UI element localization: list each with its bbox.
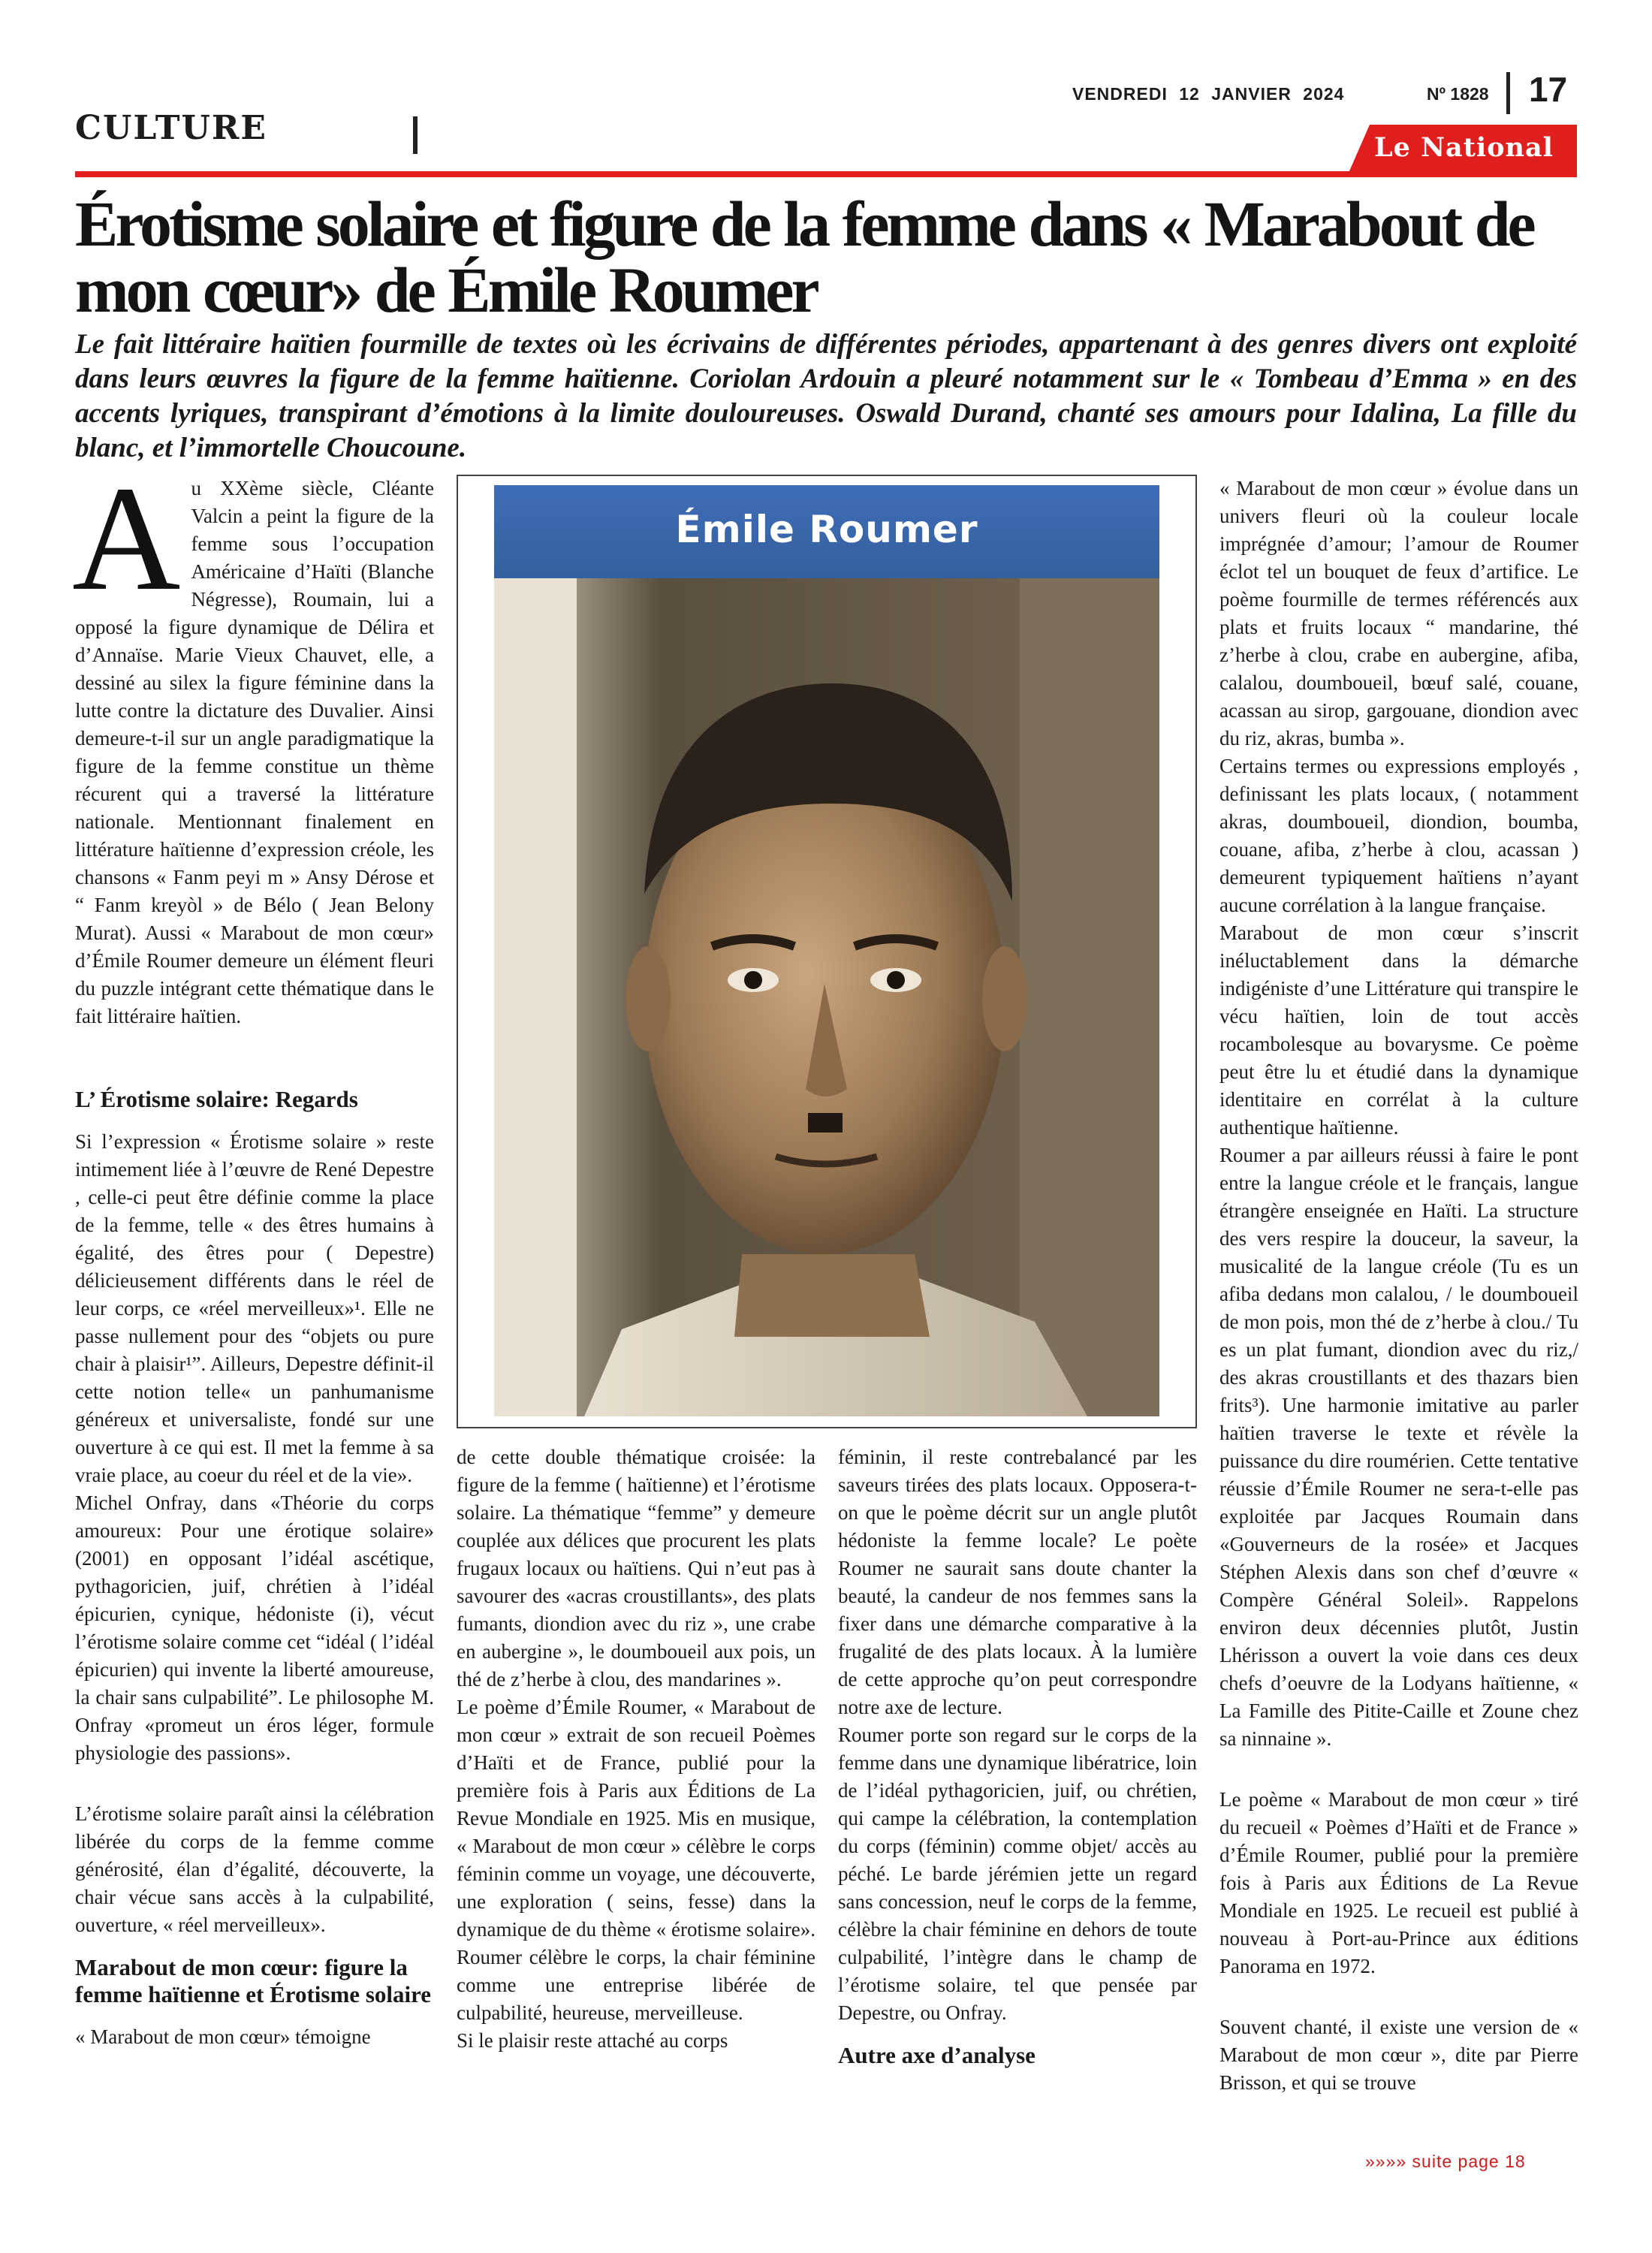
paragraph: Si le plaisir reste attaché au corps	[457, 2029, 728, 2052]
photo-caption: Émile Roumer	[675, 508, 978, 551]
issue-date: VENDREDI 12 JANVIER 2024	[1072, 84, 1345, 104]
drop-cap: A	[72, 456, 181, 622]
portrait-photo	[494, 578, 1159, 1416]
paragraph: Roumer a par ailleurs réussi à faire le pont entre la langue créole et le français, langue étrangère enseignée en Haïti. La structure des vers respire la douceur, la saveur, la musicalité de la langue créole (Tu es un afiba dedans mon calalou, / le doumboueil de mon pois, mon thé de z’herbe à clou./ Tu es un plat fumant, diondion avec du riz,/ des akras croustillants et des thazars bien frits³). Une harmonie imitative au parler haïtien traverse le texte et révèle la puissance du dire roumérien. Cette tentative réussie d’Émile Roumer ne sera-t-elle pas exploitée par Jacques Roumain dans «Gouverneurs de la rosée» et Jacques Stéphen Alexis dans son chef d’œuvre « Compère Général Soleil». Rappelons environ deux décennies plutôt, Justin Lhérisson a ouvert la voie dans ces deux chefs d’oeuvre de la Lodyans haïtienne, « La Famille des Pitite-Caille et Zoune chez sa ninnaine ».	[1219, 1144, 1578, 1750]
subheading-marabout: Marabout de mon cœur: figure la femme haïtienne et Érotisme solaire	[75, 1954, 432, 2007]
header-rule	[75, 171, 1577, 177]
paragraph: Michel Onfray, dans «Théorie du corps amoureux: Pour une érotique solaire» (2001) en opposant l’idéal ascétique, pythagoricien, juif, chrétien à l’idéal épicurien, cynique, hédoniste (i), vécut l’érotisme solaire comme cet “idéal ( l’idéal épicurien) qui invente la liberté amoureuse, la chair sans culpabilité”. Le philosophe M. Onfray «promeut un éros léger, formule physiologie des passions».	[75, 1491, 434, 1764]
section-label: CULTURE	[75, 109, 267, 147]
paragraph: Roumer porte son regard sur le corps de la femme dans une dynamique libératrice, loin de l’idéal pythagoricien, juif, ou chrétien, qui campe la célébration, la contemplation du corps (féminin) comme objet/ accès au péché. Le barde jérémien jette un regard sans concession, neuf le corps de la femme, célèbre la chair féminine en dehors de toute culpabilité, l’intègre dans le champ de l’érotisme solaire, tel que pensée par Depestre, ou Onfray.	[838, 1724, 1197, 2024]
column-3	[838, 1443, 1197, 2069]
article-lede: Le fait littéraire haïtien fourmille de textes où les écrivains de différentes périodes, appartenant à des genres divers ont exploité dans leurs œuvres la figure de la femme haïtienne. Coriolan Ardouin a pleuré notamment sur le « Tombeau d’Emma » en des accents lyriques, transpirant d’émotions à la limite douloureuses. Oswald Durand, chanté ses amours pour Idalina, La fille du blanc, et l’immortelle Choucoune.	[75, 329, 1577, 463]
paragraph: Le poème d’Émile Roumer, « Marabout de mon cœur » extrait de son recueil Poèmes d’Haïti et de France, publié pour la première fois à Paris aux Éditions de La Revue Mondiale en 1925. Mis en musique, « Marabout de mon cœur » célèbre le corps féminin comme un voyage, une découverte, une exploration ( seins, fesse) dans la dynamique de du thème « érotisme solaire». Roumer célèbre le corps, la chair féminine comme une entreprise libérée de culpabilité, heureuse, merveilleuse.	[457, 1696, 815, 2024]
paragraph: Certains termes ou expressions employés , definissant les plats locaux, ( notamment akras, doumboueil, diondion, boumba, couane, afiba, z’herbe à clou, acassan ) demeurent typiquement haïtiens n’ayant aucune corrélation à la langue française.	[1219, 755, 1578, 916]
paragraph: de cette double thématique croisée: la figure de la femme ( haïtienne) et l’érotisme solaire. La thématique “femme” y demeure couplée aux délices que procurent les plats frugaux locaux ou haïtiens. Qui n’eut pas à savourer des «acras croustillants», des plats fumants, diondion avec du riz », une crabe en aubergine », le doumboueil aux pois, un thé de z’herbe à clou, des mandarines ».	[457, 1446, 815, 1691]
page-number: 17	[1529, 70, 1568, 109]
paragraph: féminin, il reste contrebalancé par les saveurs tirées des plats locaux. Opposera-t-on que le poème décrit sur un angle plutôt hédoniste la femme locale? Le poète Roumer ne saurait sans doute chanter la beauté, la candeur de nos femmes sans la fixer dans une démarche comparative à la frugalité de des plats locaux. À la lumière de cette approche qu’on peut correspondre notre axe de lecture.	[838, 1446, 1197, 1718]
paragraph: « Marabout de mon cœur » évolue dans un univers fleuri où la couleur locale imprégnée d’amour; l’amour de Roumer éclot tel un bouquet de feux d’artifice. Le poème fourmille de termes référencés aux plats et fruits locaux “ mandarine, thé z’herbe à clou, crabe en aubergine, afiba, calalou, doumboueil, bœuf salé, couane, acassan au sirop, gargouane, diondion avec du riz, akras, bumba ».	[1219, 477, 1578, 749]
continued-link[interactable]: »»»» suite page 18	[1365, 2152, 1526, 2171]
subheading-autre-axe: Autre axe d’analyse	[838, 2042, 1036, 2068]
header-divider	[1506, 72, 1510, 114]
intro-paragraph: u XXème siècle, Cléante Valcin a peint la figure de la femme sous l’occupation Américaine d’Haïti (Blanche Négresse), Roumain, lui a opposé la figure dynamique de Délira et d’Annaïse. Marie Vieux Chauvet, elle, a dessiné au silex la figure féminine dans la lutte contre la dictature des Duvalier. Ainsi demeure-t-il sur un angle paradigmatique la figure de la femme constitue un thème récurent qui a traversé la littérature nationale. Mentionnant finalement en littérature haïtienne d’expression créole, les chansons « Fanm peyi m » Ansy Dérose et “ Fanm kreyòl » de Bélo ( Jean Belony Murat). Aussi « Marabout de mon cœur» d’Émile Roumer demeure un élément fleuri du puzzle intégrant cette thématique dans le fait littéraire haïtien.	[75, 477, 434, 1027]
paragraph: Souvent chanté, il existe une version de « Marabout de mon cœur », dite par Pierre Brisson, et qui se trouve	[1219, 2016, 1578, 2094]
article-title: Érotisme solaire et figure de la femme dans « Marabout de mon cœur» de Émile Roumer	[75, 188, 1533, 326]
column-2	[457, 1443, 815, 2055]
paragraph: Le poème « Marabout de mon cœur » tiré du recueil « Poèmes d’Haïti et de France » d’Émile Roumer, publié pour la première fois à Paris aux Éditions de La Revue Mondiale en 1925. Le recueil est publié à nouveau à Port-au-Prince aux éditions Panorama en 1972.	[1219, 1788, 1578, 1977]
paragraph: Marabout de mon cœur s’inscrit inéluctablement dans la démarche indigéniste d’une Littérature qui transpire le vécu haïtien, loin de tout accès rocambolesque au bovarysme. Ce poème peut être lu et étudié dans la dynamique identitaire en corrélat à la culture authentique haïtienne.	[1219, 921, 1578, 1139]
column-1-bottom	[75, 1086, 434, 2051]
column-4	[1219, 475, 1578, 2097]
subheading-regards: L’ Érotisme solaire: Regards	[75, 1086, 358, 1112]
issue-number: Nº 1828	[1427, 84, 1489, 104]
paragraph: « Marabout de mon cœur» témoigne	[75, 2025, 371, 2048]
paragraph: L’érotisme solaire paraît ainsi la célébration libérée du corps de la femme comme générosité, élan d’égalité, découverte, la chair vécue sans accès à la culpabilité, ouverture, « réel merveilleux».	[75, 1802, 434, 1936]
column-1-top	[72, 456, 434, 1030]
newspaper-name: Le National	[1374, 132, 1554, 163]
paragraph: Si l’expression « Érotisme solaire » reste intimement liée à l’œuvre de René Depestre , celle-ci peut être définie comme la place de la femme, telle « des êtres humains à égalité, des êtres pour ( Depestre) délicieusement différents dans le réel de leur corps, ce «réel merveilleux»¹. Elle ne passe nullement pour des “objets ou pure chair à plaisir¹”. Ailleurs, Depestre définit-il cette notion telle« un panhumanisme généreux et universaliste, fondé sur une ouverture à ce qui est. Il met la femme à sa vraie place, au coeur du réel et de la vie».	[75, 1130, 434, 1486]
section-divider	[413, 116, 418, 154]
